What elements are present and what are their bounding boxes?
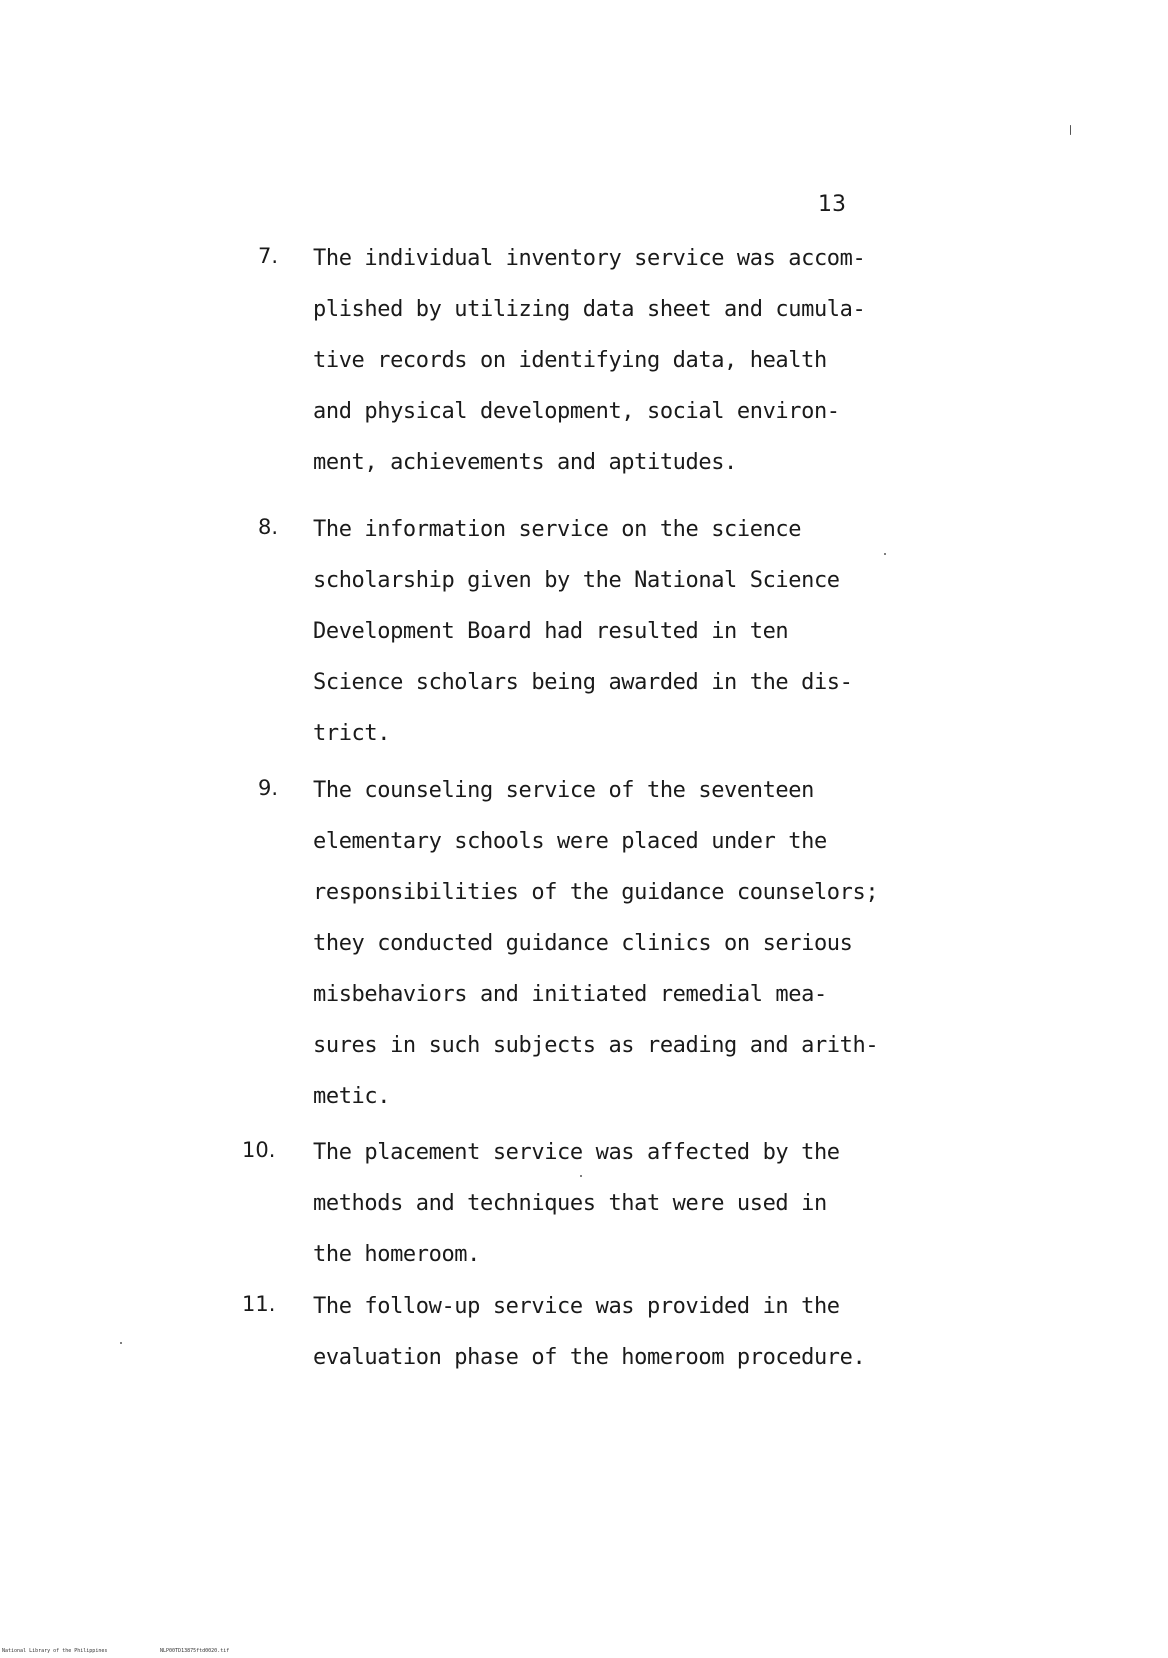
text-line: trict. [313,721,391,746]
text-line: responsibilities of the guidance counselors; [313,880,879,905]
scan-speck [580,1175,582,1177]
footer-library: National Library of the Philippines [2,1648,108,1654]
text-line: The information service on the science [313,517,802,542]
text-line: Development Board had resulted in ten [313,619,789,644]
text-line: The placement service was affected by the [313,1140,840,1165]
text-line: evaluation phase of the homeroom procedure. [313,1345,866,1370]
text-line: ment, achievements and aptitudes. [313,450,737,475]
item-text [313,776,953,1133]
item-number: 10. [242,1138,276,1162]
footer-file: NLP00TD13875ftd0020.tif [160,1648,230,1654]
text-line: the homeroom. [313,1242,480,1267]
text-line: scholarship given by the National Science [313,568,840,593]
text-line: and physical development, social environ- [313,399,840,424]
item-number: 7. [258,244,279,268]
text-line: they conducted guidance clinics on serious [313,931,853,956]
text-line: misbehaviors and initiated remedial mea- [313,982,827,1007]
item-text [313,515,953,770]
text-line: tive records on identifying data, health [313,348,827,373]
scan-speck [1070,125,1071,135]
text-line: elementary schools were placed under the [313,829,827,854]
text-line: methods and techniques that were used in [313,1191,827,1216]
item-number: 9. [258,776,279,800]
item-text [313,1292,953,1394]
text-line: The counseling service of the seventeen [313,778,814,803]
item-number: 8. [258,515,279,539]
item-number: 11. [242,1292,276,1316]
item-text [313,244,953,499]
text-line: sures in such subjects as reading and arith- [313,1033,879,1058]
page-number: 13 [818,192,846,217]
text-line: The follow-up service was provided in the [313,1294,840,1319]
text-line: metic. [313,1084,391,1109]
item-text [313,1138,953,1291]
text-line: The individual inventory service was accom- [313,246,866,271]
text-line: plished by utilizing data sheet and cumula- [313,297,866,322]
text-line: Science scholars being awarded in the dis- [313,670,853,695]
scan-speck [120,1342,122,1344]
scan-speck [884,553,886,555]
